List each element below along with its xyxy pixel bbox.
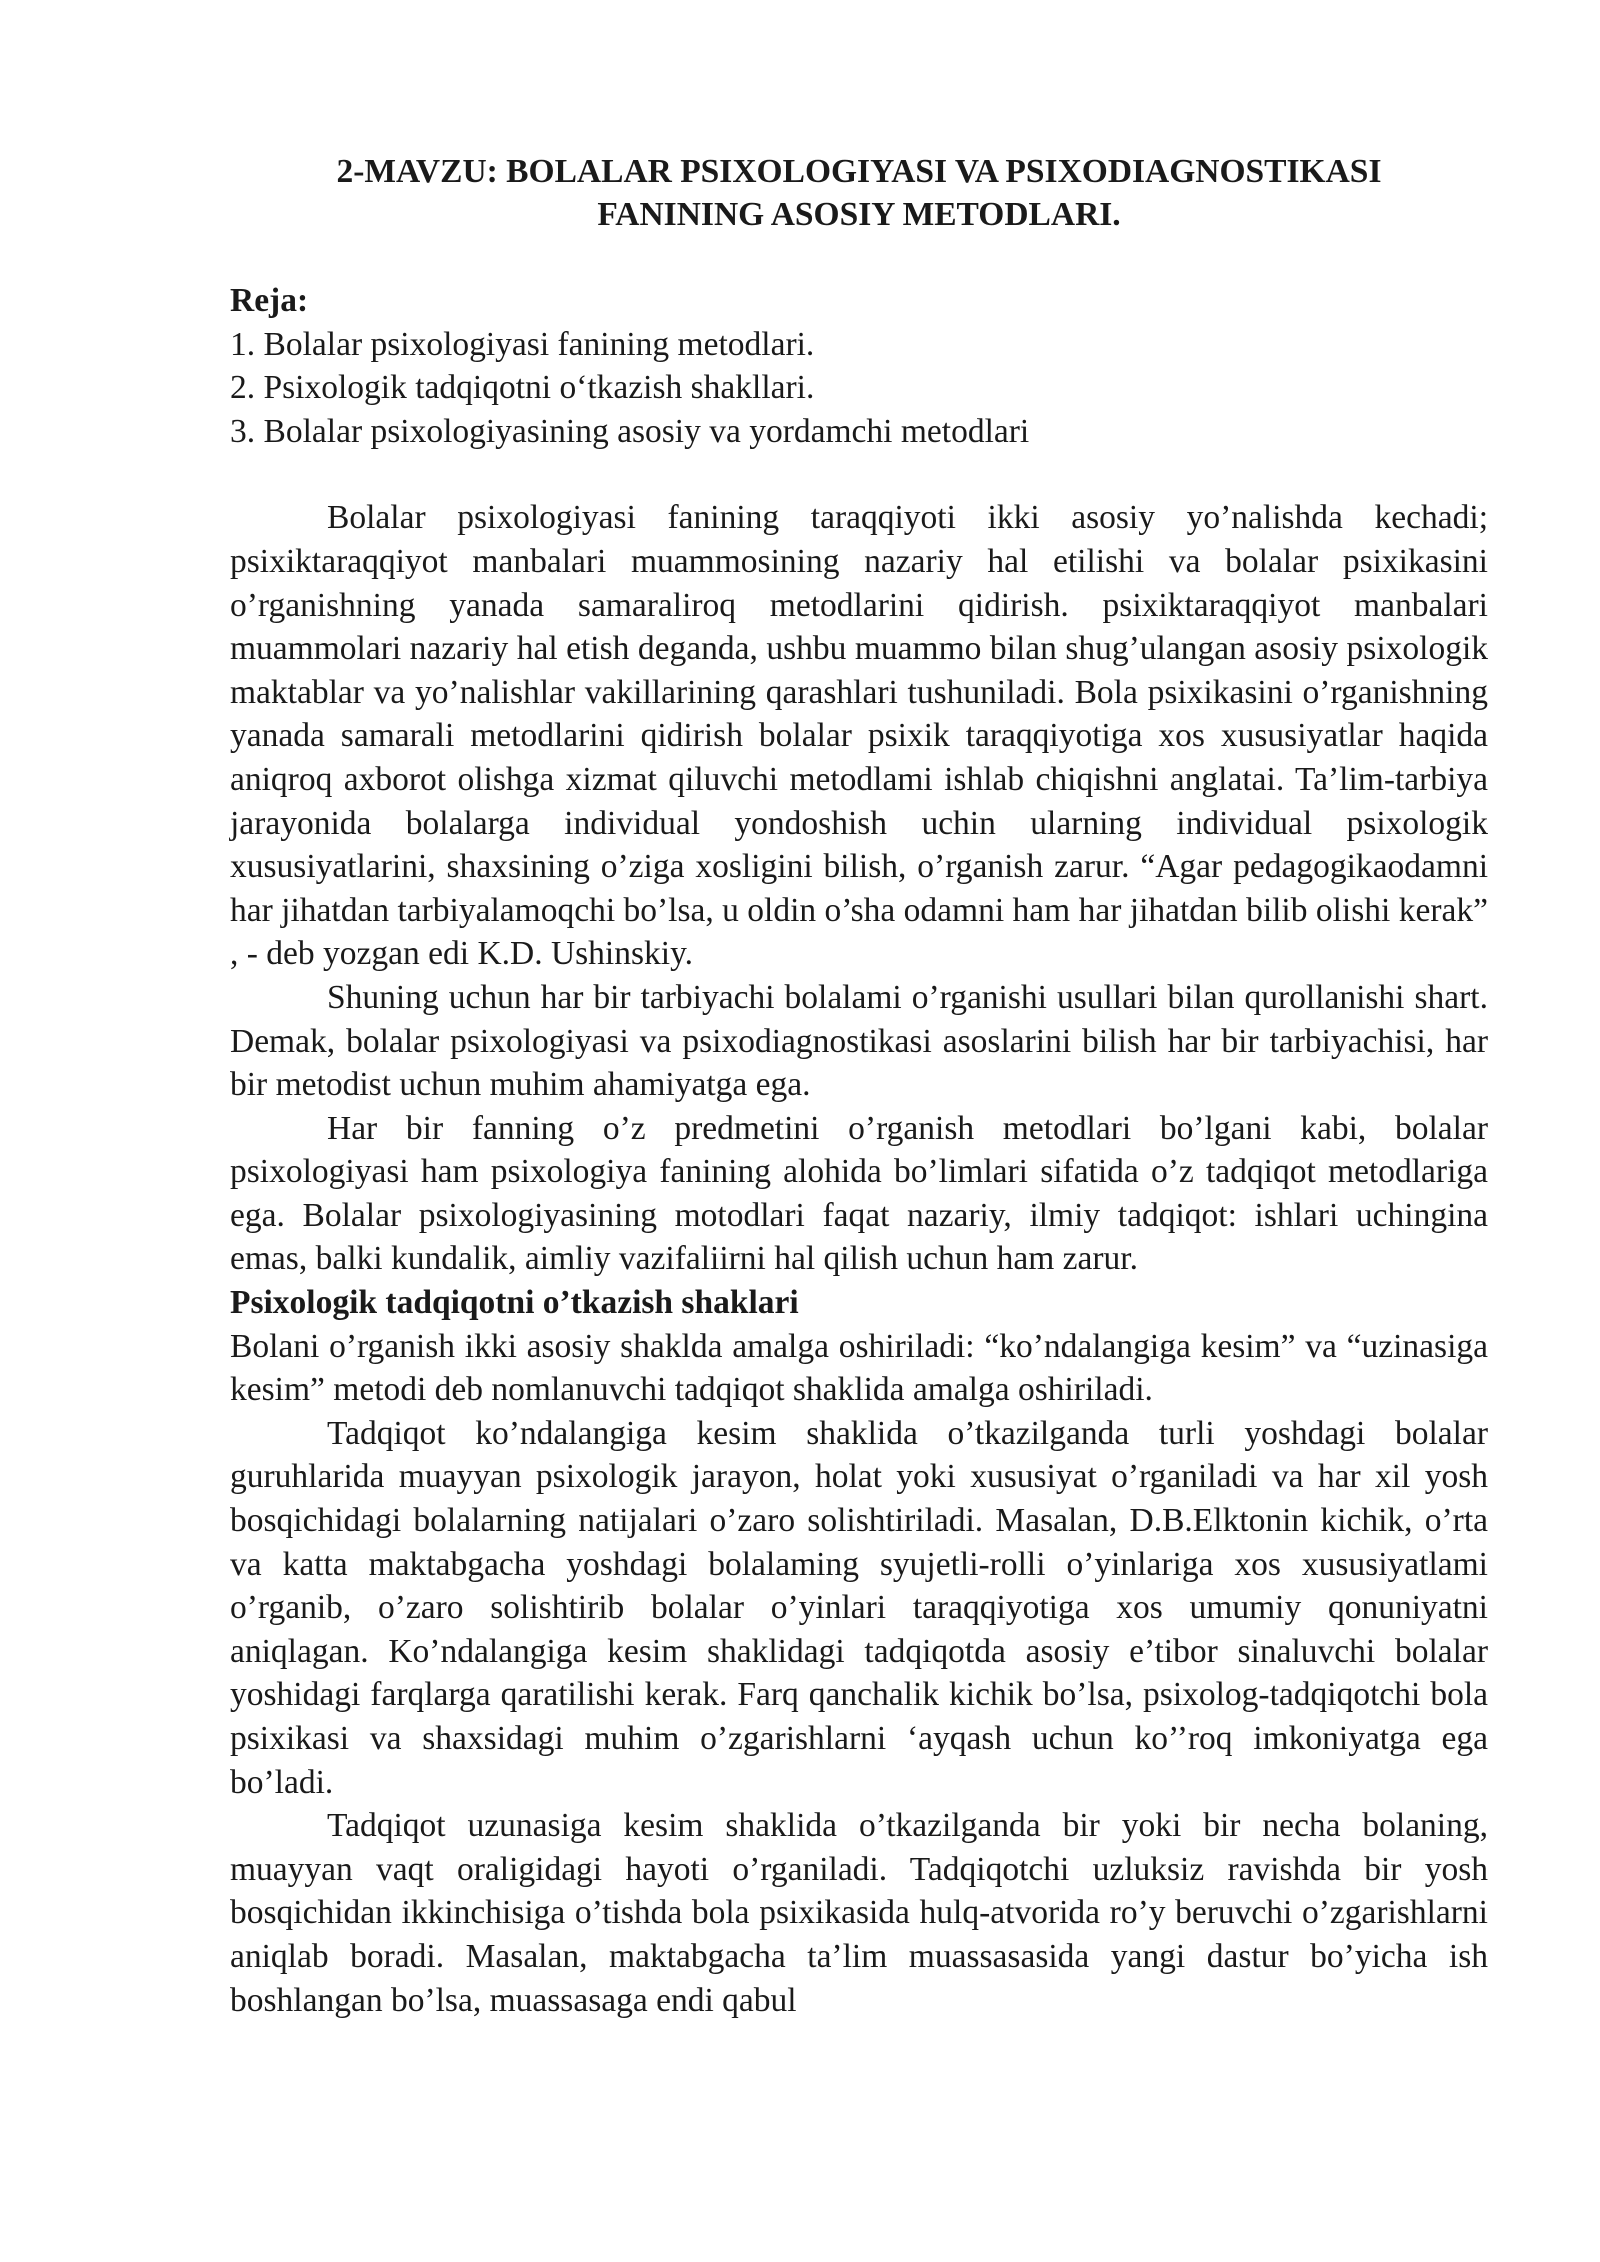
body-paragraph: Har bir fanning o’z predmetini o’rganish metodlari bo’lgani kabi, bolalar psixologiyasi ham psixologiya fanining alohida bo’limlari sifatida o’z tadqiqot metodlariga ega. Bolalar psixologiyasining motodlari faqat nazariy, ilmiy tadqiqot: ishlari uchingina emas, balki kundalik, aimliy vazifaliirni hal qilish uchun ham zarur. (230, 1109, 1488, 1278)
plan-heading: Reja: (230, 282, 309, 319)
document-title (230, 150, 1488, 236)
plan-item: 3. Bolalar psixologiyasining asosiy va yordamchi metodlari (230, 412, 1030, 450)
section-intro-paragraph: Bolani o’rganish ikki asosiy shaklda amalga oshiriladi: “ko’ndalangiga kesim” va “uzinasiga kesim” metodi deb nomlanuvchi tadqiqot shaklida amalga oshiriladi. (230, 1327, 1488, 1409)
body-paragraph: Tadqiqot uzunasiga kesim shaklida o’tkazilganda bir yoki bir necha bolaning, muayyan vaqt oraligidagi hayoti o’rganiladi. Tadqiqotchi uzluksiz ravishda bir yosh bosqichidan ikkinchisiga o’tishda bola psixikasida hulq-atvorida ro’y beruvchi o’zgarishlarni aniqlab boradi. Masalan, maktabgacha ta’lim muassasasida yangi dastur bo’yicha ish boshlangan bo’lsa, muassasaga endi qabul (230, 1807, 1488, 2019)
plan-item: 2. Psixologik tadqiqotni o‘tkazish shakllari. (230, 369, 815, 407)
title-line-2: FANINING ASOSIY METODLARI. (597, 196, 1121, 233)
plan-item: 1. Bolalar psixologiyasi fanining metodlari. (230, 325, 815, 363)
plan-list (230, 323, 1488, 454)
section-heading: Psixologik tadqiqotni o’tkazish shaklari (230, 1284, 799, 1322)
title-line-1: 2-MAVZU: BOLALAR PSIXOLOGIYASI VA PSIXODIAGNOSTIKASI (336, 153, 1382, 190)
body-paragraph: Shuning uchun har bir tarbiyachi bolalami o’rganishi usullari bilan qurollanishi shart. Demak, bolalar psixologiyasi va psixodiagnostikasi asoslarini bilish har bir tarbiyachisi, har bir metodist uchun muhim ahamiyatga ega. (230, 978, 1488, 1104)
body-paragraph: Tadqiqot ko’ndalangiga kesim shaklida o’tkazilganda turli yoshdagi bolalar guruhlarida muayyan psixologik jarayon, holat yoki xususiyat o’rganiladi va har xil yosh bosqichidagi bolalarning natijalari o’zaro solishtiriladi. Masalan, D.B.Elktonin kichik, o’rta va katta maktabgacha yoshdagi bolalaming syujetli-rolli o’yinlariga xos xususiyatlami o’rganib, o’zaro solishtirib bolalar o’yinlari taraqqiyotiga xos umumiy qonuniyatni aniqlagan. Ko’ndalangiga kesim shaklidagi tadqiqotda asosiy e’tibor sinaluvchi bolalar yoshidagi farqlarga qaratilishi kerak. Farq qanchalik kichik bo’lsa, psixolog-tadqiqotchi bola psixikasi va shaxsidagi muhim o’zgarishlarni ‘ayqash uchun ko’’roq imkoniyatga ega bo’ladi. (230, 1414, 1488, 1801)
document-page (230, 150, 1488, 2022)
body-paragraph: Bolalar psixologiyasi fanining taraqqiyoti ikki asosiy yo’nalishda kechadi; psixiktaraqqiyot manbalari muammosining nazariy hal etilishi va bolalar psixikasini o’rganishning yanada samaraliroq metodlarini qidirish. psixiktaraqqiyot manbalari muammolari nazariy hal etish deganda, ushbu muammo bilan shug’ulangan asosiy psixologik maktablar va yo’nalishlar vakillarining qarashlari tushuniladi. Bola psixikasini o’rganishning yanada samarali metodlarini qidirish bolalar psixik taraqqiyotiga xos xususiyatlar haqida aniqroq axborot olishga xizmat qiluvchi metodlami ishlab chiqishni anglatai. Ta’lim-tarbiya jarayonida bolalarga individual yondoshish uchin ularning individual psixologik xususiyatlarini, shaxsining o’ziga xosligini bilish, o’rganish zarur. “Agar pedagogikaodamni har jihatdan tarbiyalamoqchi bo’lsa, u oldin o’sha odamni ham har jihatdan bilib olishi kerak” , - deb yozgan edi K.D. Ushinskiy. (230, 499, 1488, 973)
